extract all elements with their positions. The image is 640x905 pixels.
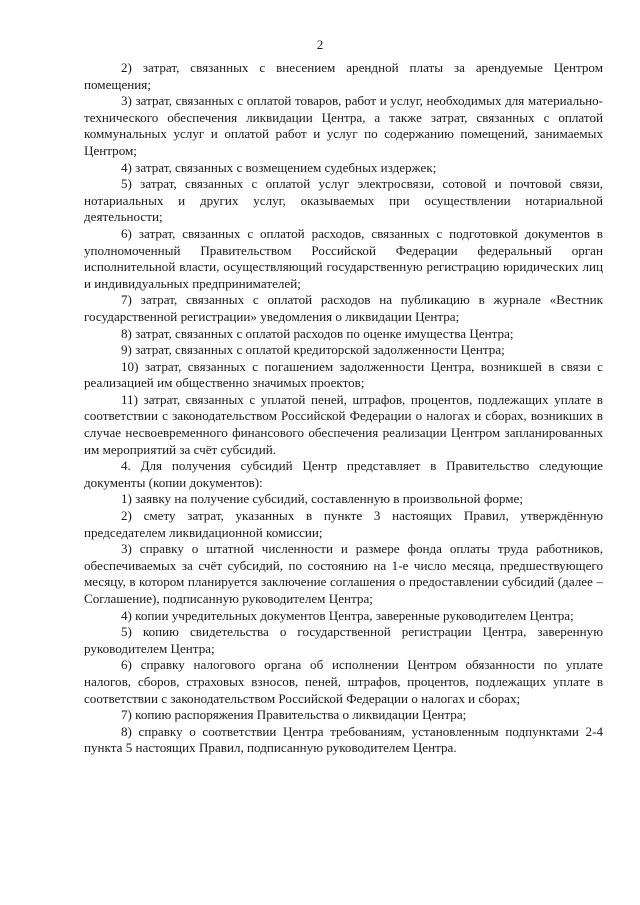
paragraph-doc-2-estimate: 2) смету затрат, указанных в пункте 3 настоящих Правил, утверждённую председателем ликвидационной комиссии;	[84, 508, 603, 540]
paragraph-doc-3-staff-certificate: 3) справку о штатной численности и размере фонда оплаты труда работников, обеспечиваемых за счёт субсидий, по состоянию на 1-е число месяца, предшествующего месяцу, в котором планируется заключение соглашения о предоставлении субсидий (далее – Соглашение), подписанную руководителем Центра;	[84, 541, 603, 606]
paragraph-item-7-publication: 7) затрат, связанных с оплатой расходов на публикацию в журнале «Вестник государственной регистрации» уведомления о ликвидации Центра;	[84, 292, 603, 324]
paragraph-item-11-penalties: 11) затрат, связанных с уплатой пеней, штрафов, процентов, подлежащих уплате в соответствии с законодательством Российской Федерации о налогах и сборах, возникших в случае несвоевременного финансового обеспечения реализации Центром запланированных им мероприятий за счёт субсидий.	[84, 391, 603, 457]
document-body	[84, 60, 603, 757]
paragraph-doc-4-charter-copies: 4) копии учредительных документов Центра, заверенные руководителем Центра;	[121, 607, 574, 623]
paragraph-item-10-projects-debt: 10) затрат, связанных с погашением задолженности Центра, возникшей в связи с реализацией им общественно значимых проектов;	[84, 358, 603, 391]
paragraph-item-3-goods-services: 3) затрат, связанных с оплатой товаров, работ и услуг, необходимых для материально-технического обеспечения ликвидации Центра, а также затрат, связанных с оплатой коммунальных услуг и оплатой работ и услуг по содержанию помещений, занимаемых Центром;	[84, 93, 603, 158]
paragraph-doc-8-compliance: 8) справку о соответствии Центра требованиям, установленным подпунктами 2-4 пункта 5 настоящих Правил, подписанную руководителем Центра.	[84, 723, 603, 756]
paragraph-item-9-creditor-debt: 9) затрат, связанных с оплатой кредиторской задолженности Центра;	[121, 342, 505, 358]
paragraph-item-6-registration-docs: 6) затрат, связанных с оплатой расходов, связанных с подготовкой документов в уполномоченный Правительством Российской Федерации федеральный орган исполнительной власти, осуществляющий государственную регистрацию юридических лиц и индивидуальных предпринимателей;	[84, 225, 603, 291]
paragraph-item-4-court-costs: 4) затрат, связанных с возмещением судебных издержек;	[121, 159, 437, 175]
page-number: 2	[316, 37, 324, 52]
paragraph-item-2-rent: 2) затрат, связанных с внесением арендной платы за арендуемые Центром помещения;	[84, 60, 603, 92]
paragraph-item-8-valuation: 8) затрат, связанных с оплатой расходов по оценке имущества Центра;	[121, 325, 514, 341]
paragraph-item-5-telecom-notary: 5) затрат, связанных с оплатой услуг электросвязи, сотовой и почтовой связи, нотариальных и других услуг, оказываемых при осуществлении нотариальной деятельности;	[84, 176, 603, 225]
paragraph-doc-7-liquidation-order: 7) копию распоряжения Правительства о ликвидации Центра;	[121, 707, 467, 723]
paragraph-section-4-documents: 4. Для получения субсидий Центр представляет в Правительство следующие документы (копии документов):	[84, 458, 603, 490]
paragraph-doc-1-application: 1) заявку на получение субсидий, составленную в произвольной форме;	[121, 491, 523, 507]
paragraph-doc-5-registration-copy: 5) копию свидетельства о государственной регистрации Центра, заверенную руководителем Центра;	[84, 624, 603, 656]
paragraph-doc-6-tax-certificate: 6) справку налогового органа об исполнении Центром обязанности по уплате налогов, сборов, страховых взносов, пеней, штрафов, процентов, подлежащих уплате в соответствии с законодательством Российской Федерации о налогах и сборах;	[84, 657, 603, 706]
